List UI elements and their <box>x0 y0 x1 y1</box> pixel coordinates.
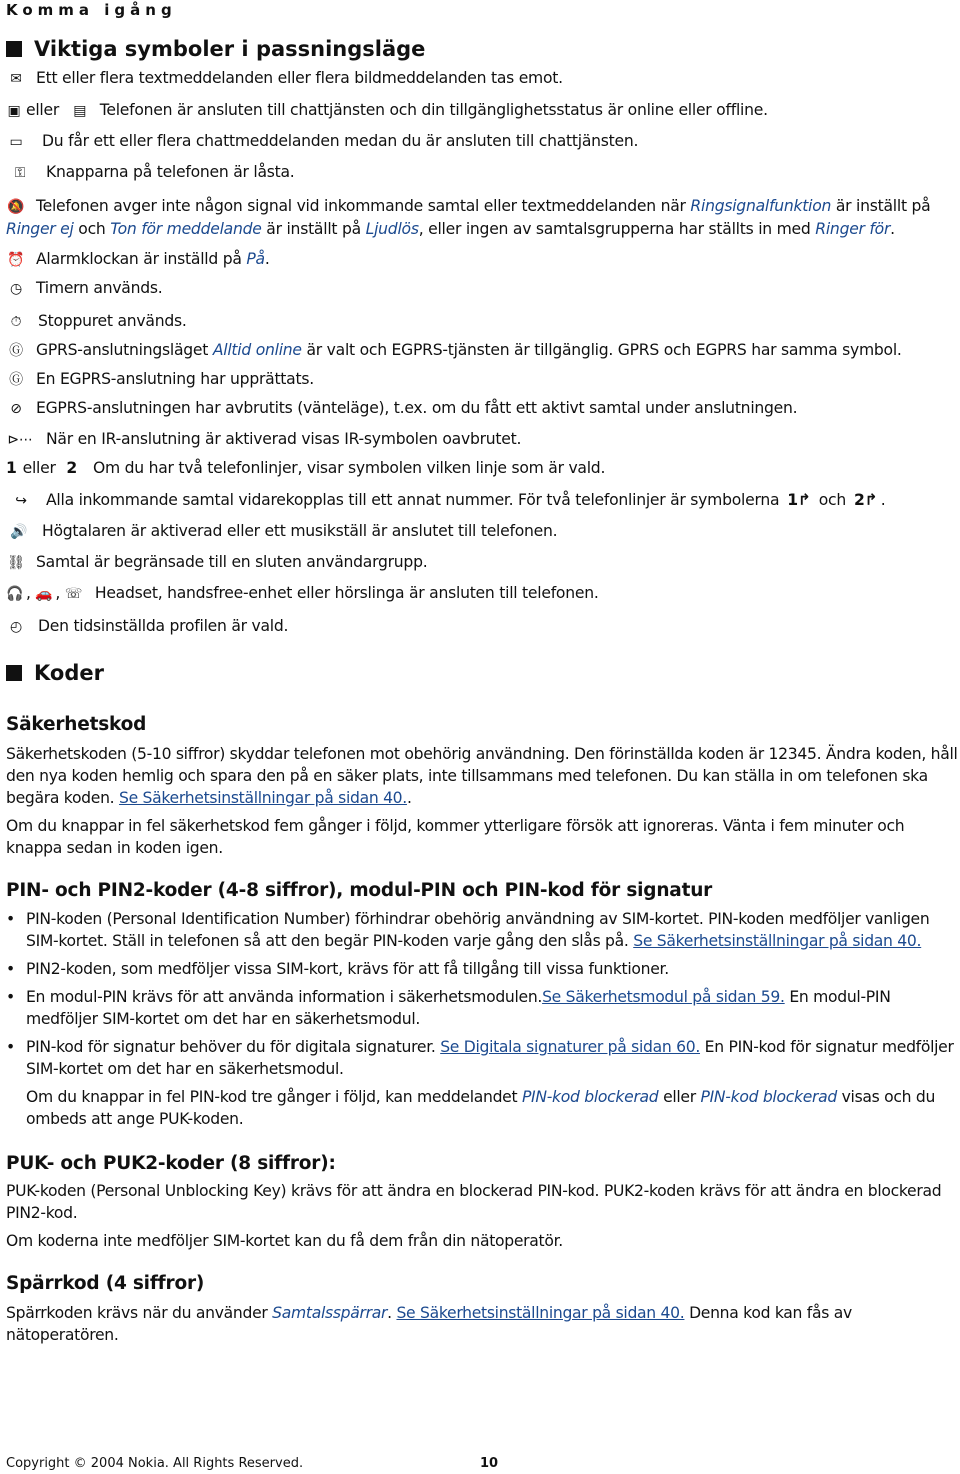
symbol-row-egprs-hold: ⊘ EGPRS-anslutningen har avbrutits (vänteläge), t.ex. om du fått ett aktivt samtal under anslutningen. <box>6 397 958 420</box>
security-settings-link-3[interactable]: Se Säkerhetsinställningar på sidan 40. <box>396 1304 685 1322</box>
symbol-row-chat-status: ▣ eller ▤ Telefonen är ansluten till chattjänsten och din tillgänglighetsstatus är online eller offline. <box>6 99 958 122</box>
symbol-row-alarm: ⏰ Alarmklockan är inställd på På. <box>6 248 958 271</box>
bullet-signing-pin: • PIN-kod för signatur behöver du för digitala signaturer. Se Digitala signaturer på sidan 60. En PIN-kod för signatur medföljer SIM-kortet om det har en säkerhetsmodul. <box>6 1038 954 1078</box>
symbol-row-silent: 🔕 Telefonen avger inte någon signal vid inkommande samtal eller textmeddelanden när Ringsignalfunktion är inställt på Ringer ej och Ton för meddelande är inställt på Ljudlös, eller ingen av samtalsgrupperna har ställts in med Ringer för. <box>6 197 931 238</box>
page-footer <box>6 1456 958 1471</box>
loopset-icon: ☏ <box>64 586 83 602</box>
envelope-icon: ✉ <box>10 71 22 87</box>
section-koder-title: Koder <box>34 661 104 685</box>
symbol-row-loudspeaker: 🔊 Högtalaren är aktiverad eller ett musikställ är anslutet till telefonen. <box>6 520 958 543</box>
symbol-row-stopwatch: ⏱ Stoppuret används. <box>6 310 958 333</box>
security-module-link[interactable]: Se Säkerhetsmodul på sidan 59. <box>542 988 785 1006</box>
security-code-warning: Om du knappar in fel säkerhetskod fem gånger i följd, kommer ytterligare försök att ignoreras. Vänta i fem minuter och knappa sedan in koden igen. <box>6 817 905 857</box>
chat-online-icon: ▣ <box>7 103 21 119</box>
puk-paragraph-2: Om koderna inte medföljer SIM-kortet kan du få dem från din nätoperatör. <box>6 1232 563 1250</box>
egprs-hold-icon: ⊘ <box>10 401 22 417</box>
stopwatch-icon: ⏱ <box>10 314 22 330</box>
section-square-icon <box>6 41 22 57</box>
barring-code-paragraph: Spärrkoden krävs när du använder Samtalsspärrar. Se Säkerhetsinställningar på sidan 40. Denna kod kan fås av nätoperatören. <box>6 1304 852 1344</box>
pin-blocked-note: Om du knappar in fel PIN-kod tre gånger i följd, kan meddelandet PIN-kod blockerad eller PIN-kod blockerad visas och du ombeds att ange PUK-koden. <box>26 1088 936 1128</box>
symbol-row-timed-profile: ◴ Den tidsinställda profilen är vald. <box>6 615 958 638</box>
infrared-icon: ⊳⋯ <box>7 432 33 448</box>
section-symbols-heading <box>6 36 425 62</box>
egprs-connected-icon: Ⓖ <box>9 372 23 388</box>
closed-user-group-icon: ⛓ <box>7 555 25 571</box>
timed-profile-icon: ◴ <box>10 619 22 635</box>
section-square-icon <box>6 665 22 681</box>
pin-codes-heading: PIN- och PIN2-koder (4-8 siffror), modul-PIN och PIN-kod för signatur <box>6 880 713 901</box>
symbol-row-gprs-online: Ⓖ GPRS-anslutningsläget Alltid online är valt och EGPRS-tjänsten är tillgänglig. GPRS och EGPRS har samma symbol. <box>6 339 958 362</box>
call-divert-icon: ↪ <box>15 493 27 509</box>
or-text: eller <box>26 101 60 119</box>
chat-message-icon: ▭ <box>9 134 23 150</box>
divert-line1-icon: 1↱ <box>787 491 811 509</box>
security-code-heading: Säkerhetskod <box>6 714 147 735</box>
chat-offline-icon: ▤ <box>73 103 87 119</box>
symbol-row-keylock: ⚿ Knapparna på telefonen är låsta. <box>6 161 958 184</box>
bullet-pin2: • PIN2-koden, som medföljer vissa SIM-kort, krävs för att få tillgång till vissa funktioner. <box>6 960 669 978</box>
copyright-text: Copyright © 2004 Nokia. All Rights Reserved. <box>6 1456 304 1471</box>
headset-icon: 🎧 <box>6 586 24 602</box>
barring-code-heading: Spärrkod (4 siffror) <box>6 1273 205 1294</box>
security-settings-link-2[interactable]: Se Säkerhetsinställningar på sidan 40. <box>633 932 922 950</box>
loudspeaker-icon: 🔊 <box>10 524 28 540</box>
divert-line2-icon: 2↱ <box>853 491 878 509</box>
symbol-row-phone-lines: 1 eller 2 Om du har två telefonlinjer, visar symbolen vilken linje som är vald. <box>6 459 606 477</box>
line-1-icon: 1 <box>6 459 17 477</box>
symbol-row-headset: 🎧 , 🚗 , ☏ Headset, handsfree-enhet eller hörslinga är ansluten till telefonen. <box>6 582 958 605</box>
silent-bell-icon: 🔕 <box>7 199 25 215</box>
section-symbols-title: Viktiga symboler i passningsläge <box>34 37 426 61</box>
symbol-row-egprs-connected: Ⓖ En EGPRS-anslutning har upprättats. <box>6 368 958 391</box>
symbol-row-ir: ⊳⋯ När en IR-anslutning är aktiverad visas IR-symbolen oavbrutet. <box>6 428 958 451</box>
page-number: 10 <box>480 1456 499 1471</box>
bullet-dot: • <box>6 1038 15 1056</box>
puk-codes-heading: PUK- och PUK2-koder (8 siffror): <box>6 1153 336 1174</box>
symbol-row-divert: ↪ Alla inkommande samtal vidarekopplas till ett annat nummer. För två telefonlinjer är symbolerna 1↱ och 2↱ . <box>6 489 958 512</box>
section-koder-heading <box>6 660 104 686</box>
security-settings-link[interactable]: Se Säkerhetsinställningar på sidan 40. <box>118 789 407 807</box>
security-code-paragraph: Säkerhetskoden (5-10 siffror) skyddar telefonen mot obehörig användning. Den förinställda koden är 12345. Ändra koden, håll den nya koden hemlig och spara den på en säker plats, inte tillsammans med telefonen. Du kan ställa in om telefonen ska begära koden. Se Säkerhetsinställningar på sidan 40.. <box>6 745 958 807</box>
bullet-module-pin: • En modul-PIN krävs för att använda information i säkerhetsmodulen.Se Säkerhetsmodul på sidan 59. En modul-PIN medföljer SIM-kortet om det har en säkerhetsmodul. <box>6 988 891 1028</box>
digital-signatures-link[interactable]: Se Digitala signaturer på sidan 60. <box>440 1038 701 1056</box>
symbol-row-chat-message: ▭ Du får ett eller flera chattmeddelanden medan du är ansluten till chattjänsten. <box>6 130 958 153</box>
timer-icon: ◷ <box>10 281 22 297</box>
handsfree-icon: 🚗 <box>35 586 53 602</box>
bullet-dot: • <box>6 910 15 928</box>
bullet-dot: • <box>6 960 15 978</box>
symbol-row-closed-group: ⛓ Samtal är begränsade till en sluten användargrupp. <box>6 551 958 574</box>
alarm-clock-icon: ⏰ <box>7 252 25 268</box>
bullet-pin: • PIN-koden (Personal Identification Number) förhindrar obehörig användning av SIM-kortet. PIN-koden medföljer vanligen SIM-kortet. Ställ in telefonen så att den begär PIN-koden varje gång den slås på. Se Säkerhetsinställningar på sidan 40. <box>6 910 930 950</box>
gprs-icon: Ⓖ <box>9 343 23 359</box>
puk-paragraph-1: PUK-koden (Personal Unblocking Key) krävs för att ändra en blockerad PIN-kod. PUK2-koden krävs för att ändra en blockerad PIN2-kod. <box>6 1182 942 1222</box>
symbol-row-timer: ◷ Timern används. <box>6 277 958 300</box>
chapter-header: Komma igång <box>6 1 177 19</box>
line-2-icon: 2 <box>66 459 77 477</box>
symbol-row-message: ✉ Ett eller flera textmeddelanden eller flera bildmeddelanden tas emot. <box>6 67 958 90</box>
key-lock-icon: ⚿ <box>14 165 26 181</box>
bullet-dot: • <box>6 988 15 1006</box>
or-text: eller <box>22 459 56 477</box>
